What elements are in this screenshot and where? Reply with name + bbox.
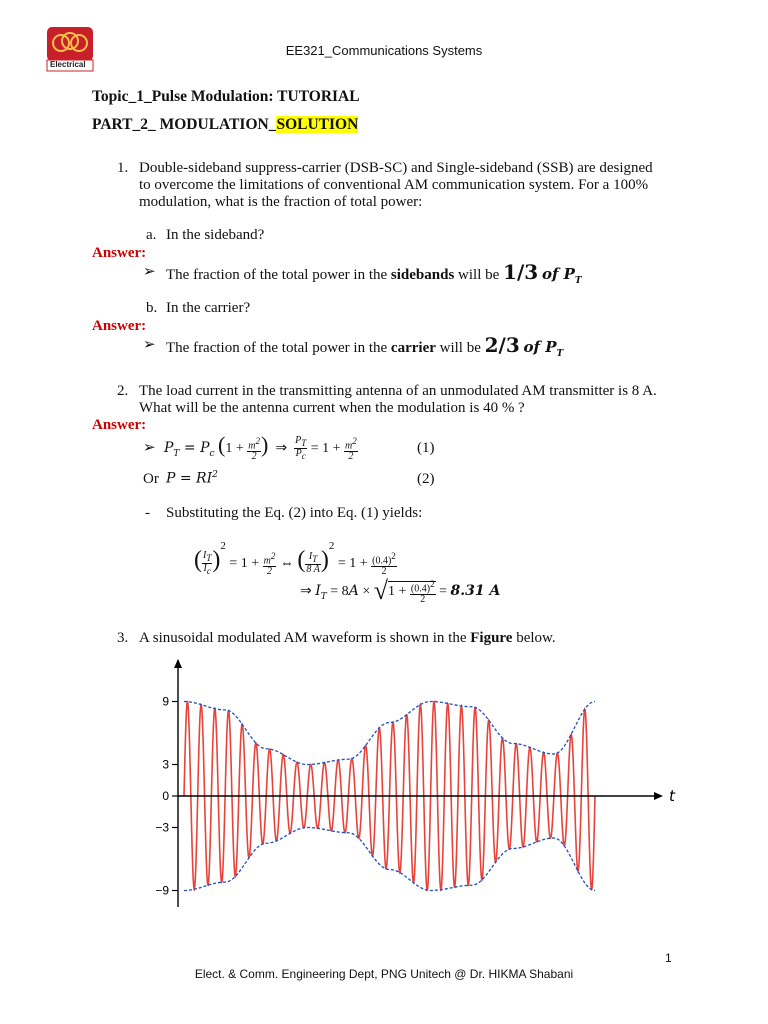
am-waveform-chart [140,655,685,915]
footer-text: Elect. & Comm. Engineering Dept, PNG Unitech @ Dr. HIKMA Shabani [194,967,574,981]
q2-result: 8.31 A [450,583,501,599]
topic-title: Topic_1_Pulse Modulation: TUTORIAL [92,88,360,105]
q1a-text: In the sideband? [166,227,265,243]
or-text: Or [143,471,159,487]
q3-text: A sinusoidal modulated AM waveform is shown in the Figure below. [139,630,556,646]
y-axis-arrow [174,659,182,668]
q1a-answer-label: Answer: [92,245,147,261]
upper-envelope-line [184,702,595,765]
q1b-answer: The fraction of the total power in the carrier will be 2/3 of $P_T$ [166,333,564,359]
q2-text: The load current in the transmitting antenna of an unmodulated AM transmitter is 8 A. What will be the antenna current when the modulation is 40 % ? [139,383,657,416]
y-tick-label: 0 [162,789,169,803]
q1-text: Double-sideband suppress-carrier (DSB-SC) and Single-sideband (SSB) are designed to overcome the limitations of conventional AM communication system. For a 100% modulation, what is the fraction of total power: [139,160,653,210]
q1b-fraction: 2/3 [484,333,520,357]
solution-highlight: SOLUTION [276,116,359,133]
q1b-text: In the carrier? [166,300,251,316]
q3-number: 3. [117,630,129,646]
subst-text: Substituting the Eq. (2) into Eq. (1) yields: [166,505,423,521]
subst-dash: - [145,505,150,521]
equation-1: $P_T = P_c$ (1 + $\frac{m^2}{2}$ ) ⇒ $\frac{P_T}{P_c}$ = 1 + $\frac{m^2}{2}$ [164,432,357,462]
q1-number: 1. [117,160,129,176]
y-tick-label: −9 [155,883,169,898]
x-axis-arrow [654,792,663,800]
y-tick-label: 9 [162,694,169,709]
part-title: PART_2_ MODULATION_SOLUTION [92,116,359,133]
q2-number: 2. [117,383,129,399]
equation-3: ( $\frac{I_T}{I_c}$ )$^2$ = 1 + $\frac{m^2}{2}$ ⇔ ( $\frac{I_T}{8 A}$ )$^2$ = 1 + $\frac{(0.4)^2}{2}$ [194,540,396,577]
q1b-label: b. [146,300,158,316]
q1b-answer-label: Answer: [92,318,147,334]
arrow-bullet-icon: ➢ [143,337,156,353]
q2-answer-label: Answer: [92,417,147,433]
y-tick-label: −3 [155,820,169,835]
lower-envelope-line [184,828,595,891]
y-tick-label: 3 [162,757,169,772]
eq2-label: (2) [417,471,435,487]
eq1-label: (1) [417,440,435,456]
logo-text: Electrical [50,60,86,69]
course-header: EE321_Communications Systems [285,43,483,58]
equation-2: $P = RI^2$ [166,470,218,487]
q1a-label: a. [146,227,157,243]
page-number: 1 [665,951,672,965]
q1a-answer: The fraction of the total power in the sidebands will be 1/3 of $P_T$ [166,260,582,286]
x-axis-label: t [669,787,675,805]
equation-4: ⇒ $I_T = 8A \times √1$ + $\frac{(0.4)^2}{2}$ = 8.31 A [300,576,501,605]
q1a-fraction: 1/3 [503,260,539,284]
arrow-bullet-icon: ➢ [143,440,156,456]
arrow-bullet-icon: ➢ [143,264,156,280]
